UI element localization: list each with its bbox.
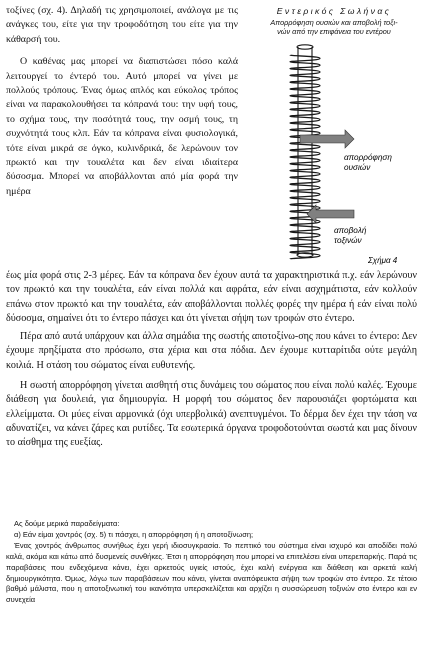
coiled-intestine-tube-icon — [290, 44, 320, 258]
excretion-label-2: τοξινών — [334, 235, 362, 245]
example-a-question: α) Εάν είμαι χοντρός (σχ. 5) τι πάσχει, η απορρόφηση ή η αποτοξίνωση; — [14, 529, 254, 539]
figure-4 — [250, 4, 418, 266]
figure-subtitle — [250, 19, 418, 37]
paragraph-continued: έως μία φορά στις 2-3 μέρες. Εάν τα κόπρανα δεν έχουν αυτά τα χαρακτηριστικά π.χ. εάν λερώνουν τον πρωκτό και την τουαλέτα, εάν είναι πολλά και αφράτα, εάν είναι ασχημάτιστα, εάν κολλούν επάνω στον πρωκτό και την τουαλέτα, εάν αποβάλλονται πολλές φορές την ημέρα ή εάν είναι πολύ δύσοσμα, σημαίνει ότι το έντερο πάσχει και ότι γίνεται σήψη των τροφών στο έντερο. — [6, 270, 417, 324]
paragraph-toxins: τοξίνες (σχ. 4). Δηλαδή τις χρησιμοποιεί, ανάλογα με τις ανάγκες του, είτε για την τροφοδότηση του είτε για την κάθαρσή του. — [6, 5, 238, 45]
example-a-answer: Ένας χοντρός άνθρωπος συνήθως έχει γερή ιδιοσυγκρασία. Το πεπτικό του σύστημα είναι ισχυρό και αποδίδει πολύ καλά, ακόμα και κάτω από δυσμενείς συνθήκες. Έτσι η απορρόφηση που μπορεί να επιτελέσει είναι υπερεπαρκής. Παρά τις παραβάσεις που ενδεχόμενα κάνει, έχει αρκετούς υγιείς ιστούς, έχει καλή ενέργεια και διάθεση και αρκετά καλή δημιουργικότητα. Όμως, λόγω των παραβάσεων που κάνει, γίνεται αναπόφευκτα σήψη των τροφών στο έντερο. Σε τέτοιο βαθμό μάλιστα, που η αποτοξινωτική του ικανότητα υπερσκελίζεται και αρχίζει η συσσώρευση τοξινών στο έντερο και εν συνεχεία — [6, 540, 417, 605]
page — [6, 4, 417, 605]
full-width-text — [6, 269, 417, 451]
examples-section — [6, 519, 417, 606]
paragraph-absorption: Η σωστή απορρόφηση γίνεται αισθητή στις δυνάμεις του σώματος που είναι πολύ καλές. Έχουμε διάθεση για δουλειά, για δημιουργία. Η μορφή του σώματος δεν παρουσιάζει φορτώματα και ελλείμματα. Οι μύες είναι αρμονικά (όχι υπερβολικά) ανεπτυγμένοι. Το δέρμα δεν έχει την τάση να αδυνατίζει, να κάνει ζάρες και ρυτίδες. Τα εσωτερικά όργανα τροφοδοτούνται σωστά και μας δίνουν το αίσθημα της ευεξίας. — [6, 380, 417, 449]
figure-subtitle-line-1: Απορρόφηση ουσιών και αποβολή τοξι- — [270, 18, 398, 27]
absorption-label-2: ουσιών — [344, 162, 371, 172]
examples-intro: Ας δούμε μερικά παραδείγματα: — [14, 519, 120, 528]
intestine-figure — [250, 37, 418, 265]
excretion-label: αποβολή — [334, 225, 367, 235]
figure-subtitle-line-2: νών από την επιφάνεια του εντέρου — [277, 26, 391, 36]
figure-caption: Σχήμα 4 — [368, 255, 398, 265]
figure-title: Εντερικός Σωλήνας — [276, 6, 392, 16]
top-section — [6, 4, 417, 273]
paragraph-detox-signs: Πέρα από αυτά υπάρχουν και άλλα σημάδια της σωστής αποτοξίνω-σης που κάνει το έντερο: Δεν έχουμε πρηξίματα στο πρόσωπο, στα χέρια και στα πόδια. Δεν έχουμε κυτταρίτιδα ούτε μεγάλη κοιλιά. Η στάση του σώματος είναι ευθυτενής. — [6, 331, 417, 371]
excretion-arrow-icon — [307, 205, 354, 223]
paragraph-bowel-check: Ο καθένας μας μπορεί να διαπιστώσει πόσο καλά λειτουργεί το έντερό του. Αυτό μπορεί να γίνει με πολλούς τρόπους. Ένας όμως απλός και εύκολος τρόπος είναι να παρακολουθήσει τα κόπρανά του: την υφή τους, το σχήμα τους, την ποσότητά τους, την οσμή τους, τη συχνότητά τους κλπ. Εάν τα κόπρανα είναι φυσιολογικά, τότε είναι μικρά σε όγκο, κυλινδρικά, δε λερώνουν τον πρωκτό και την τουαλέτα και δεν είναι ιδιαίτερα δύσοσμα. Μπορεί να αποβάλλονται από μία φορά την ημέρα — [6, 56, 238, 197]
left-text-column — [6, 4, 238, 199]
absorption-label: απορρόφηση — [344, 152, 392, 162]
